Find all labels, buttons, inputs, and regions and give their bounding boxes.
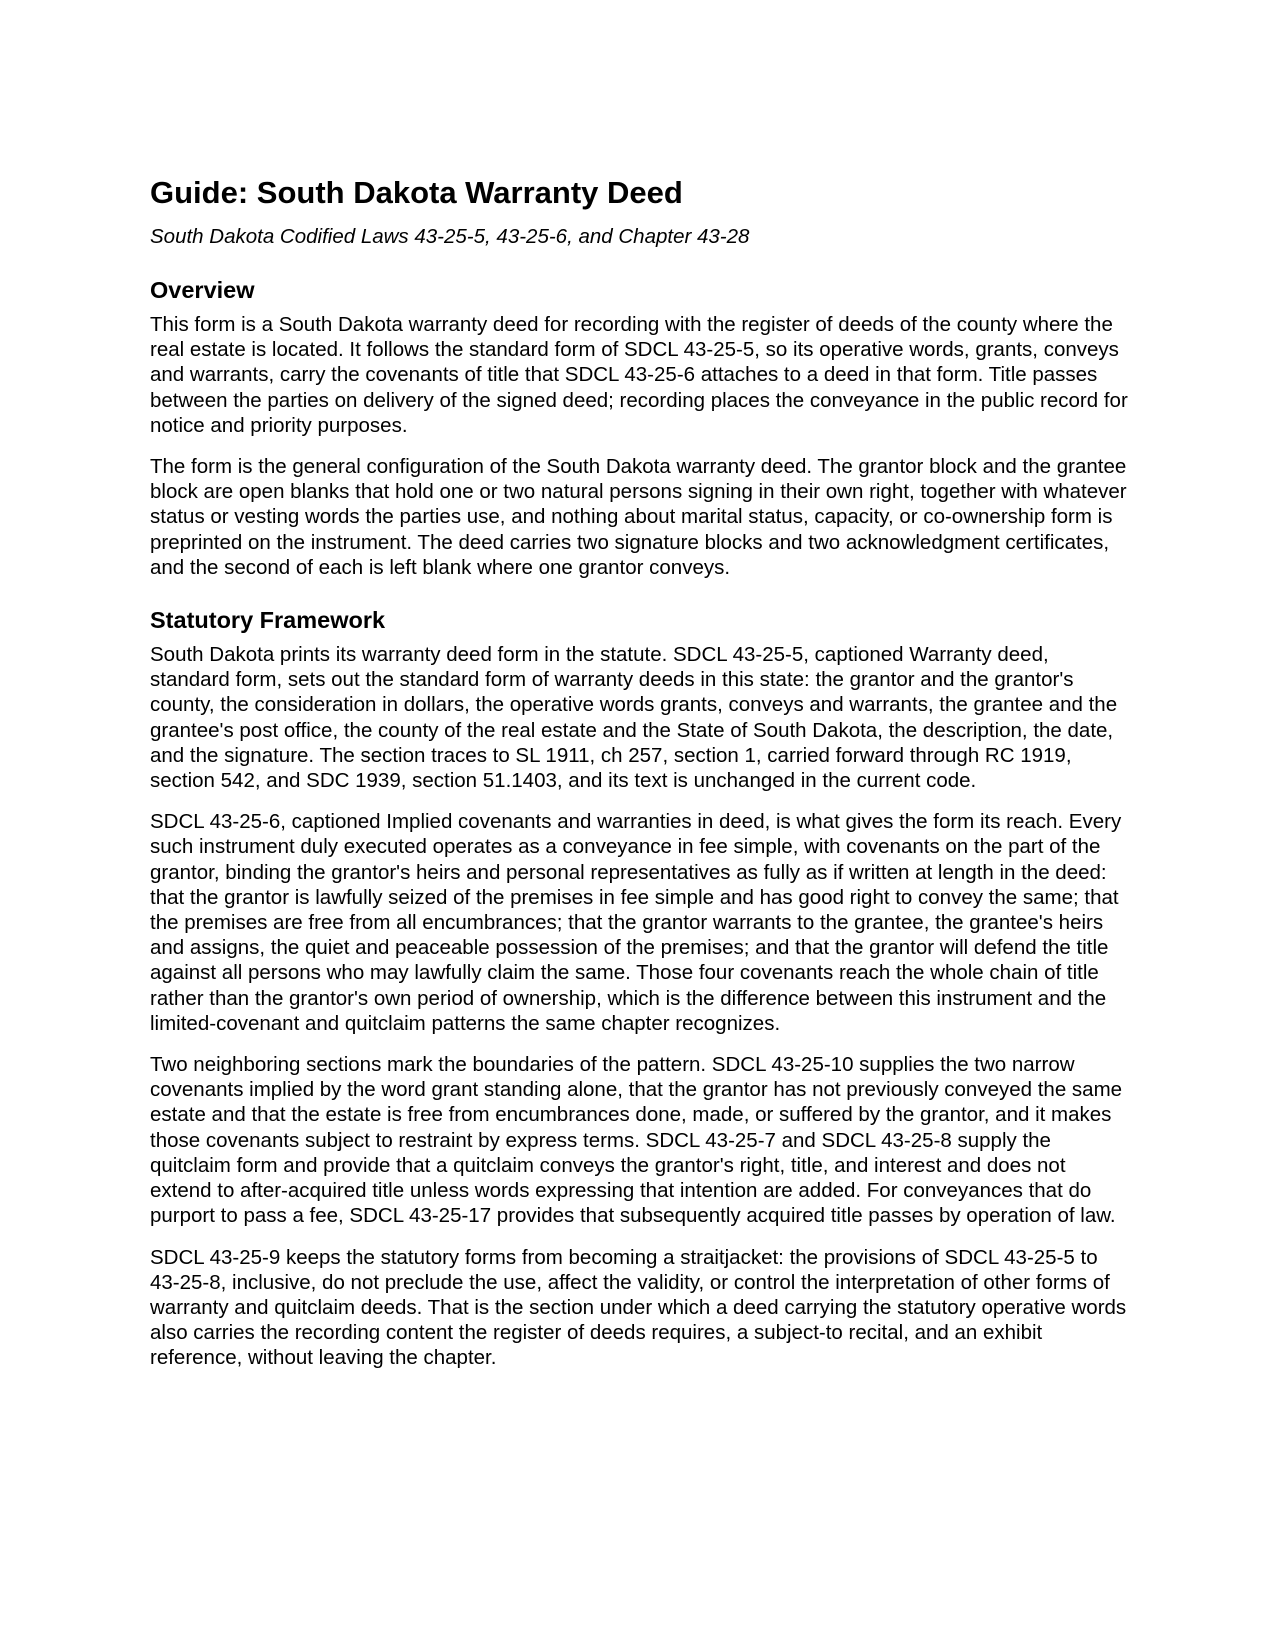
page-title: Guide: South Dakota Warranty Deed	[150, 175, 683, 210]
page-subtitle: South Dakota Codified Laws 43-25-5, 43-25-6, and Chapter 43-28	[150, 225, 750, 248]
document-page	[150, 172, 1130, 1371]
section-overview	[150, 274, 1130, 580]
section-statutory-framework	[150, 604, 1130, 1370]
section-heading-overview: Overview	[150, 277, 255, 303]
paragraph-statutory-1: South Dakota prints its warranty deed form in the statute. SDCL 43-25-5, captioned Warranty deed, standard form, sets out the standard form of warranty deeds in this state: the grantor and the grantor's county, the consideration in dollars, the operative words grants, conveys and warrants, the grantee and the grantee's post office, the county of the real estate and the State of South Dakota, the description, the date, and the signature. The section traces to SL 1911, ch 257, section 1, carried forward through RC 1919, section 542, and SDC 1939, section 51.1403, and its text is unchanged in the current code.	[150, 643, 1118, 793]
paragraph-statutory-2: SDCL 43-25-6, captioned Implied covenants and warranties in deed, is what gives the form its reach. Every such instrument duly executed operates as a conveyance in fee simple, with covenants on the part of the grantor, binding the grantor's heirs and personal representatives as fully as if written at length in the deed: that the grantor is lawfully seized of the premises in fee simple and has good right to convey the same; that the premises are free from all encumbrances; that the grantor warrants to the grantee, the grantee's heirs and assigns, the quiet and peaceable possession of the premises; and that the grantor will defend the title against all persons who may lawfully claim the same. Those four covenants reach the whole chain of title rather than the grantor's own period of ownership, which is the difference between this instrument and the limited-covenant and quitclaim patterns the same chapter recognizes.	[150, 810, 1122, 1035]
paragraph-statutory-4: SDCL 43-25-9 keeps the statutory forms from becoming a straitjacket: the provisions of SDCL 43-25-5 to 43-25-8, inclusive, do not preclude the use, affect the validity, or control the interpretation of other forms of warranty and quitclaim deeds. That is the section under which a deed carrying the statutory operative words also carries the recording content the register of deeds requires, a subject-to recital, and an exhibit reference, without leaving the chapter.	[150, 1245, 1127, 1370]
section-heading-statutory-framework: Statutory Framework	[150, 607, 386, 634]
paragraph-overview-1: This form is a South Dakota warranty deed for recording with the register of deeds of the county where the real estate is located. It follows the standard form of SDCL 43-25-5, so its operative words, grants, conveys and warrants, carry the covenants of title that SDCL 43-25-6 attaches to a deed in that form. Title passes between the parties on delivery of the signed deed; recording places the conveyance in the public record for notice and priority purposes.	[150, 313, 1128, 437]
paragraph-statutory-3: Two neighboring sections mark the boundaries of the pattern. SDCL 43-25-10 supplies the two narrow covenants implied by the word grant standing alone, that the grantor has not previously conveyed the same estate and that the estate is free from encumbrances done, made, or suffered by the grantor, and it makes those covenants subject to restraint by express terms. SDCL 43-25-7 and SDCL 43-25-8 supply the quitclaim form and provide that a quitclaim conveys the grantor's right, title, and interest and does not extend to after-acquired title unless words expressing that intention are added. For conveyances that do purport to pass a fee, SDCL 43-25-17 provides that subsequently acquired title passes by operation of law.	[150, 1053, 1123, 1228]
paragraph-overview-2: The form is the general configuration of the South Dakota warranty deed. The grantor block and the grantee block are open blanks that hold one or two natural persons signing in their own right, together with whatever status or vesting words the parties use, and nothing about marital status, capacity, or co-ownership form is preprinted on the instrument. The deed carries two signature blocks and two acknowledgment certificates, and the second of each is left blank where one grantor conveys.	[150, 455, 1127, 579]
